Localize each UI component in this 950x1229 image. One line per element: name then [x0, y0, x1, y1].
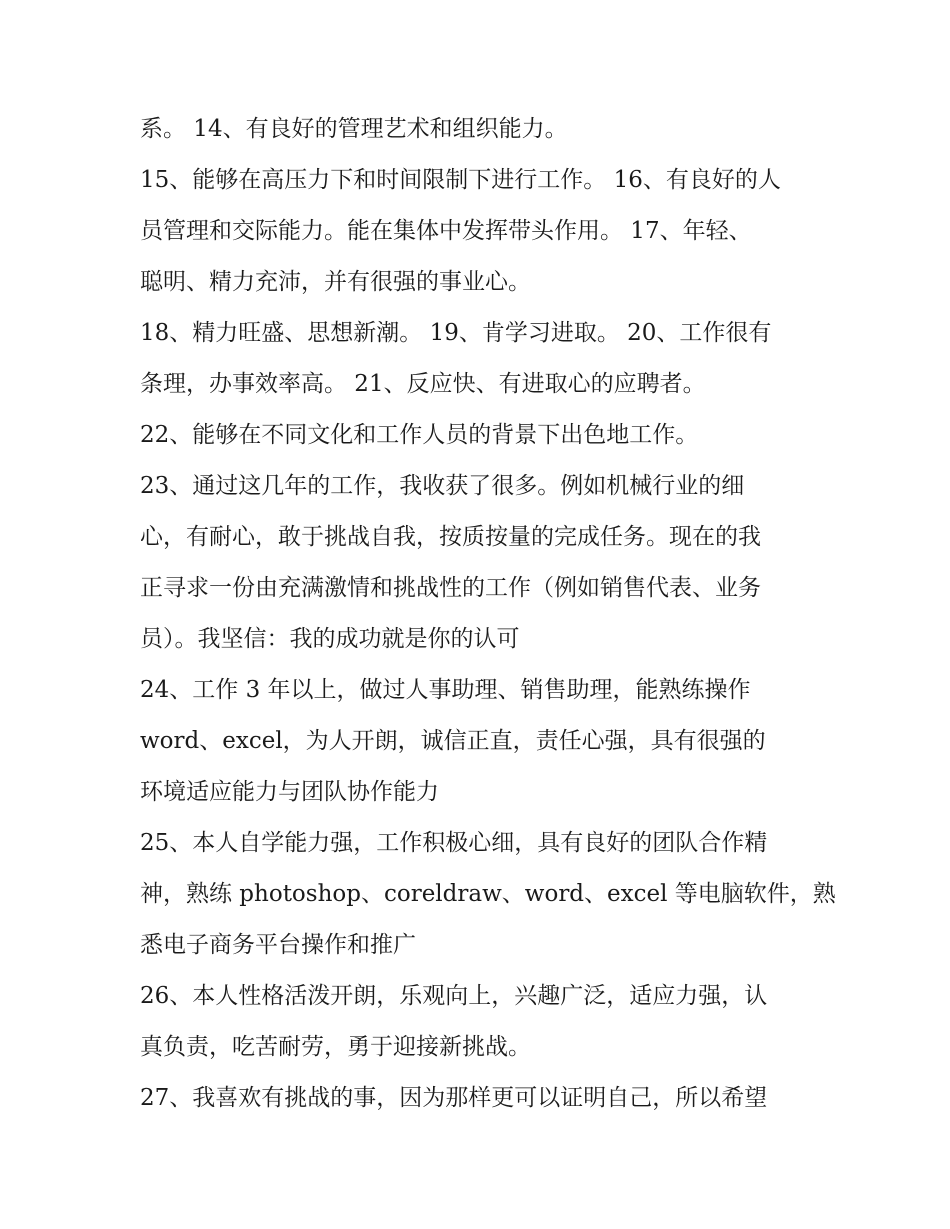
text-line: 26、本人性格活泼开朗，乐观向上，兴趣广泛，适应力强，认: [140, 983, 768, 1009]
document-body: [140, 104, 836, 1124]
text-line: 23、通过这几年的工作，我收获了很多。例如机械行业的细: [140, 473, 745, 499]
text-line: 悉电子商务平台操作和推广: [140, 932, 416, 958]
text-line: 神，熟练 photoshop、coreldraw、word、excel 等电脑软件，熟: [140, 881, 836, 907]
text-line: 员）。我坚信：我的成功就是你的认可: [140, 626, 520, 652]
text-line: 正寻求一份由充满激情和挑战性的工作（例如销售代表、业务: [140, 575, 761, 601]
text-line: 真负责，吃苦耐劳，勇于迎接新挑战。: [140, 1034, 531, 1060]
text-line: 27、我喜欢有挑战的事，因为那样更可以证明自己，所以希望: [140, 1085, 768, 1111]
text-line: 15、能够在高压力下和时间限制下进行工作。 16、有良好的人: [140, 167, 781, 193]
text-line: 18、精力旺盛、思想新潮。 19、肯学习进取。 20、工作很有: [140, 320, 772, 346]
text-line: 22、能够在不同文化和工作人员的背景下出色地工作。: [140, 422, 699, 448]
text-line: 环境适应能力与团队协作能力: [140, 779, 439, 805]
text-line: 条理，办事效率高。 21、反应快、有进取心的应聘者。: [140, 371, 706, 397]
text-line: word、excel，为人开朗，诚信正直，责任心强，具有很强的: [140, 728, 766, 754]
text-line: 25、本人自学能力强，工作积极心细，具有良好的团队合作精: [140, 830, 768, 856]
text-line: 系。 14、有良好的管理艺术和组织能力。: [140, 116, 568, 142]
text-line: 24、工作 3 年以上，做过人事助理、销售助理，能熟练操作: [140, 677, 751, 703]
text-line: 聪明、精力充沛，并有很强的事业心。: [140, 269, 531, 295]
text-line: 员管理和交际能力。能在集体中发挥带头作用。 17、年轻、: [140, 218, 752, 244]
text-line: 心，有耐心，敢于挑战自我，按质按量的完成任务。现在的我: [140, 524, 761, 550]
